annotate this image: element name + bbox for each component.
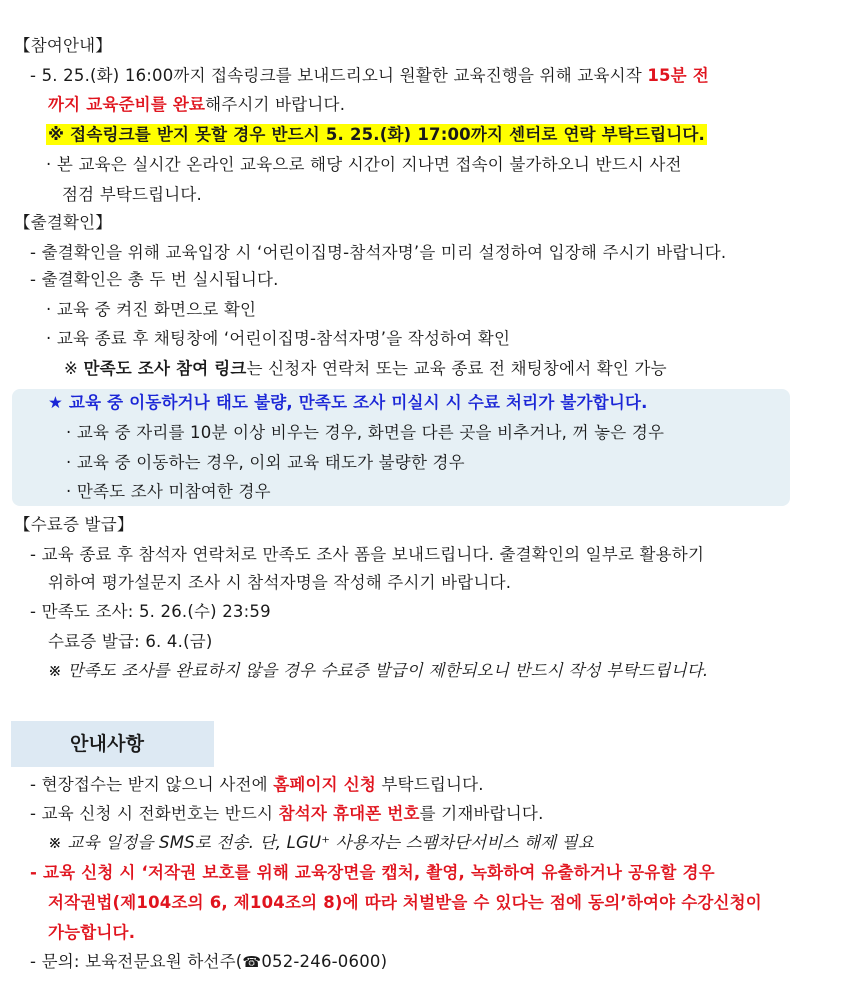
attendance-note-rest: 는 신청자 연락처 또는 교육 종료 전 채팅창에서 확인 가능 bbox=[246, 359, 667, 378]
notice-item-4-phone: 052-246-0600) bbox=[261, 952, 388, 971]
telephone-icon: ☎ bbox=[242, 953, 262, 971]
attendance-item-2: - 출결확인은 총 두 번 실시됩니다. bbox=[30, 270, 279, 289]
participation-item-1-rest: 해주시기 바랍니다. bbox=[205, 95, 346, 114]
certificate-item-1: - 교육 종료 후 참석자 연락처로 만족도 조사 폼을 보내드립니다. 출결확인의 일부로 활용하기 bbox=[30, 545, 705, 564]
warning-item-2: · 교육 중 이동하는 경우, 이외 교육 태도가 불량한 경우 bbox=[66, 453, 465, 472]
attendance-note-mark: ※ bbox=[64, 359, 84, 378]
notice-item-1-rest: 부탁드립니다. bbox=[375, 775, 484, 794]
notice-item-3: - 교육 신청 시 ‘저작권 보호를 위해 교육장면을 캡처, 촬영, 녹화하여 유출하거나 공유할 경우 bbox=[30, 863, 715, 882]
participation-highlight bbox=[46, 123, 707, 147]
participation-item-1-emphasis-2: 까지 교육준비를 완료 bbox=[48, 95, 206, 114]
notice-item-4 bbox=[30, 950, 387, 974]
warning-title: ★ 교육 중 이동하거나 태도 불량, 만족도 조사 미실시 시 수료 처리가 불가합니다. bbox=[48, 393, 648, 412]
participation-item-1-emphasis: 15분 전 bbox=[647, 66, 709, 85]
participation-item-1-text: - 5. 25.(화) 16:00까지 접속링크를 보내드리오니 원활한 교육진행을 위해 교육시작 bbox=[30, 66, 648, 85]
section-header-attendance: 【출결확인】 bbox=[14, 213, 112, 232]
attendance-item-1: - 출결확인을 위해 교육입장 시 ‘어린이집명-참석자명’을 미리 설정하여 입장해 주시기 바랍니다. bbox=[30, 243, 727, 262]
certificate-item-1-cont: 위하여 평가설문지 조사 시 참석자명을 작성해 주시기 바랍니다. bbox=[48, 573, 512, 592]
warning-item-1: · 교육 중 자리를 10분 이상 비우는 경우, 화면을 다른 곳을 비추거나, 꺼 놓은 경우 bbox=[66, 423, 665, 442]
highlight-note: ※ 접속링크를 받지 못할 경우 반드시 5. 25.(화) 17:00까지 센터로 연락 부탁드립니다. bbox=[48, 125, 705, 144]
section-header-participation: 【참여안내】 bbox=[14, 36, 112, 55]
participation-item-1-cont bbox=[48, 93, 345, 117]
participation-item-1 bbox=[30, 64, 709, 88]
notice-item-2-note: ※ 교육 일정을 SMS로 전송. 단, LGU⁺ 사용자는 스팸차단서비스 해제 필요 bbox=[48, 833, 595, 852]
attendance-note-bold: 만족도 조사 참여 링크 bbox=[83, 359, 247, 378]
notice-item-2-text: - 교육 신청 시 전화번호는 반드시 bbox=[30, 804, 279, 823]
attendance-sub-2: · 교육 종료 후 채팅창에 ‘어린이집명-참석자명’을 작성하여 확인 bbox=[46, 329, 511, 348]
notice-item-2-emphasis: 참석자 휴대폰 번호 bbox=[278, 804, 420, 823]
notice-item-1 bbox=[30, 773, 484, 797]
participation-item-2: · 본 교육은 실시간 온라인 교육으로 해당 시간이 지나면 접속이 불가하오니 반드시 사전 bbox=[46, 155, 682, 174]
notice-item-1-emphasis: 홈페이지 신청 bbox=[273, 775, 376, 794]
section-header-certificate: 【수료증 발급】 bbox=[14, 515, 134, 534]
notice-item-3-cont-2: 가능합니다. bbox=[48, 923, 136, 942]
attendance-note bbox=[64, 357, 667, 381]
attendance-sub-1: · 교육 중 켜진 화면으로 확인 bbox=[46, 300, 257, 319]
notice-item-1-text: - 현장접수는 받지 않으니 사전에 bbox=[30, 775, 274, 794]
notice-item-2-rest: 를 기재바랍니다. bbox=[419, 804, 544, 823]
certificate-item-2-cont: 수료증 발급: 6. 4.(금) bbox=[48, 632, 213, 651]
certificate-item-2: - 만족도 조사: 5. 26.(수) 23:59 bbox=[30, 602, 271, 621]
notice-item-2 bbox=[30, 802, 544, 826]
warning-item-3: · 만족도 조사 미참여한 경우 bbox=[66, 482, 271, 501]
certificate-note: ※ 만족도 조사를 완료하지 않을 경우 수료증 발급이 제한되오니 반드시 작성 부탁드립니다. bbox=[48, 661, 709, 680]
participation-item-2-cont: 점검 부탁드립니다. bbox=[62, 185, 203, 204]
notice-heading: 안내사항 bbox=[70, 733, 145, 755]
notice-item-4-text: - 문의: 보육전문요원 하선주( bbox=[30, 952, 243, 971]
notice-item-3-cont: 저작권법(제104조의 6, 제104조의 8)에 따라 처벌받을 수 있다는 점에 동의’하여야 수강신청이 bbox=[48, 893, 762, 912]
